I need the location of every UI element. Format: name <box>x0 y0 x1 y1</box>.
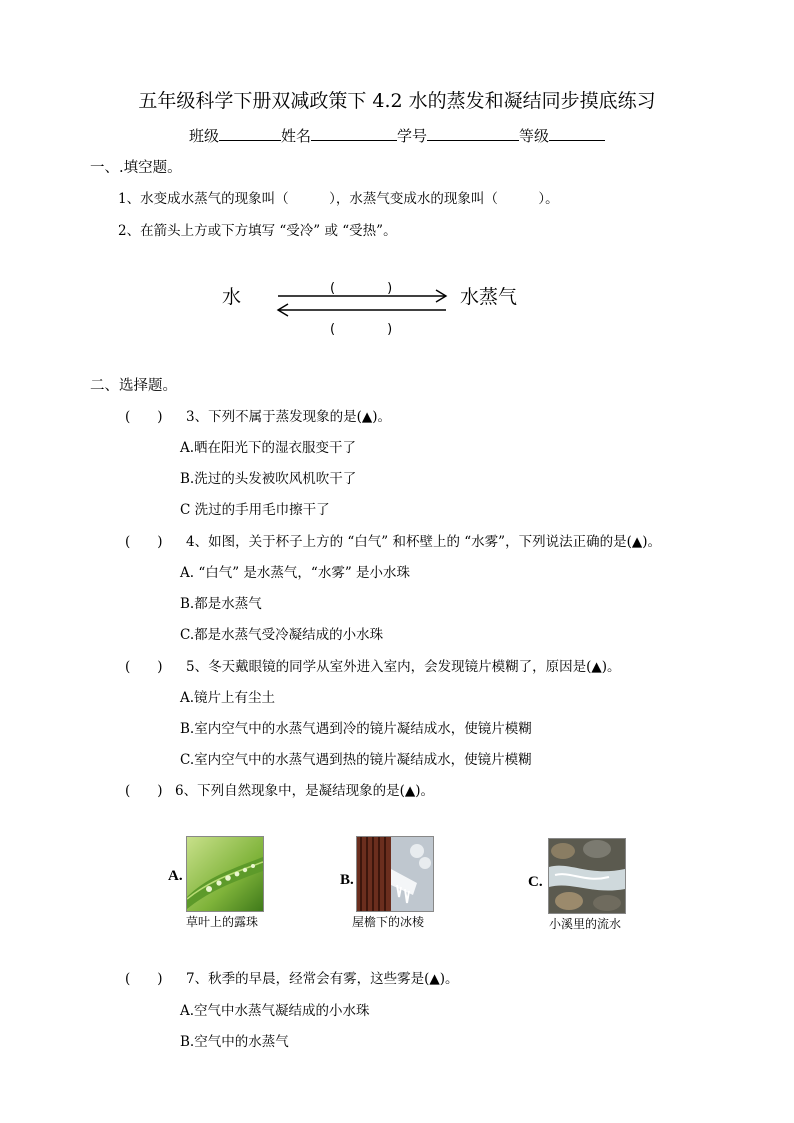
question-1: 1、水变成水蒸气的现象叫（ ），水蒸气变成水的现象叫（ ）。 <box>118 191 559 207</box>
question-6: 6、下列自然现象中，是凝结现象的是(▲)。 <box>175 783 435 799</box>
number-label: 学号 <box>397 127 428 145</box>
question-3: 3、下列不属于蒸发现象的是(▲)。 <box>186 409 392 425</box>
left-arrow-icon <box>278 304 446 316</box>
q6-letter-c[interactable]: C. <box>528 874 543 890</box>
answer-bracket-4[interactable]: ( ) <box>125 534 163 550</box>
icicle-eave-icon <box>357 837 433 911</box>
grade-label: 等级 <box>519 127 550 145</box>
grade-blank[interactable] <box>549 126 605 141</box>
right-arrow-icon <box>278 290 446 302</box>
page-title: 五年级科学下册双减政策下 4.2 水的蒸发和凝结同步摸底练习 <box>138 90 656 112</box>
diagram-water-label: 水 <box>222 286 242 308</box>
q5-option-a[interactable]: A.镜片上有尘土 <box>180 690 276 706</box>
diagram-vapor-label: 水蒸气 <box>460 286 518 308</box>
question-5: 5、冬天戴眼镜的同学从室外进入室内，会发现镜片模糊了，原因是(▲)。 <box>186 659 621 675</box>
stream-water-image[interactable] <box>548 838 626 914</box>
answer-bracket-5[interactable]: ( ) <box>125 659 163 675</box>
q5-option-c[interactable]: C.室内空气中的水蒸气遇到热的镜片凝结成水，使镜片模糊 <box>180 752 532 768</box>
answer-bracket-7[interactable]: ( ) <box>125 971 163 987</box>
answer-bracket-6[interactable]: ( ) <box>125 783 163 799</box>
icicle-eave-image[interactable] <box>356 836 434 912</box>
q4-option-a[interactable]: A. “白气” 是水蒸气，“水雾” 是小水珠 <box>180 565 411 581</box>
diagram-arrows <box>270 288 455 318</box>
section1-heading: 一、.填空题。 <box>90 160 182 176</box>
q6-caption-a: 草叶上的露珠 <box>186 915 259 929</box>
dewdrop-grass-image[interactable] <box>186 836 264 912</box>
q3-option-c[interactable]: C 洗过的手用毛巾擦干了 <box>180 502 330 518</box>
q4-option-c[interactable]: C.都是水蒸气受冷凝结成的小水珠 <box>180 627 384 643</box>
diagram-bottom-blank[interactable]: ( ) <box>330 322 393 337</box>
question-7: 7、秋季的早晨，经常会有雾，这些雾是(▲)。 <box>186 971 459 987</box>
q6-letter-a[interactable]: A. <box>168 868 183 884</box>
q6-letter-b[interactable]: B. <box>340 872 354 888</box>
q6-caption-c: 小溪里的流水 <box>549 917 622 931</box>
dewdrop-grass-icon <box>187 837 263 911</box>
class-label: 班级 <box>188 127 219 145</box>
question-2: 2、在箭头上方或下方填写 “受冷” 或 “受热”。 <box>118 223 397 239</box>
stream-water-icon <box>549 839 625 913</box>
section2-heading: 二、选择题。 <box>90 378 177 394</box>
q5-option-b[interactable]: B.室内空气中的水蒸气遇到冷的镜片凝结成水，使镜片模糊 <box>180 721 532 737</box>
answer-bracket-3[interactable]: ( ) <box>125 409 163 425</box>
class-blank[interactable] <box>219 126 281 141</box>
name-label: 姓名 <box>280 127 311 145</box>
q3-option-a[interactable]: A.晒在阳光下的湿衣服变干了 <box>180 440 357 456</box>
q7-option-b[interactable]: B.空气中的水蒸气 <box>180 1034 289 1050</box>
q7-option-a[interactable]: A.空气中水蒸气凝结成的小水珠 <box>180 1003 370 1019</box>
question-4: 4、如图，关于杯子上方的 “白气” 和杯壁上的 “水雾”，下列说法正确的是(▲)。 <box>186 534 661 550</box>
q6-caption-b: 屋檐下的冰棱 <box>352 915 425 929</box>
name-blank[interactable] <box>311 126 397 141</box>
q3-option-b[interactable]: B.洗过的头发被吹风机吹干了 <box>180 471 357 487</box>
number-blank[interactable] <box>427 126 519 141</box>
student-info-line <box>0 125 794 146</box>
diagram-top-blank[interactable]: ( ) <box>330 281 393 296</box>
q4-option-b[interactable]: B.都是水蒸气 <box>180 596 262 612</box>
